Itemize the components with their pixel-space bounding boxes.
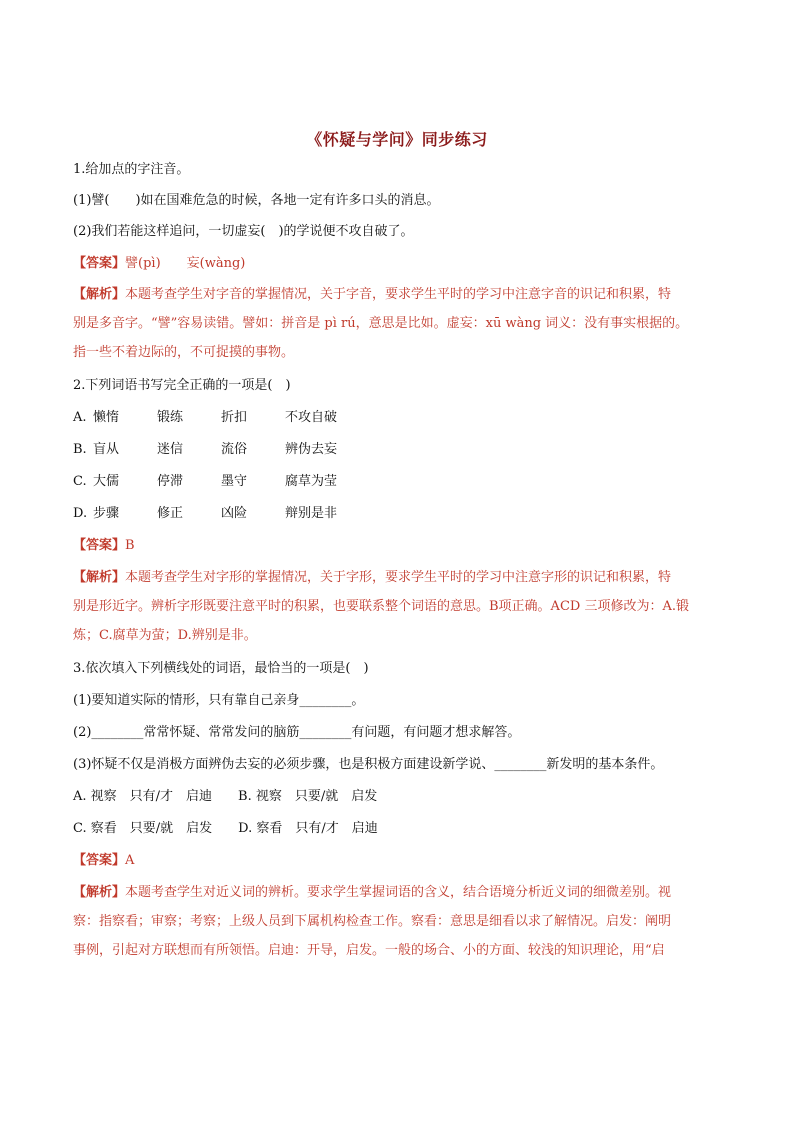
option-word: 辩别是非 — [285, 506, 338, 521]
q3-answer — [73, 851, 134, 871]
option-word: 辨伪去妄 — [285, 442, 338, 457]
option-label: C. — [73, 474, 87, 489]
q3-analysis-line-1 — [73, 883, 671, 903]
q1-sentence-1: (1)譬( )如在国难危急的时候，各地一定有许多口头的消息。 — [73, 193, 440, 208]
q2-analysis-line-2: 别是形近字。辨析字形既要注意平时的积累，也要联系整个词语的意思。B项正确。ACD 三项修改为：A.锻 — [73, 599, 689, 614]
answer-text: A — [125, 853, 135, 868]
option-word: 盲从 — [93, 442, 120, 457]
q1-sentence-2: (2)我们若能这样追问，一切虚妄( )的学说便不攻自破了。 — [73, 224, 414, 239]
option-word: 步骤 — [93, 506, 120, 521]
analysis-tag: 【解析】 — [73, 570, 126, 585]
answer-text: B — [125, 538, 135, 553]
option-label: A. — [73, 410, 87, 425]
analysis-text: 本题考查学生对字音的掌握情况，关于字音，要求学生平时的学习中注意字音的识记和积累，特 — [125, 287, 672, 302]
option-word: 修正 — [157, 506, 184, 521]
option-label: B. — [73, 442, 87, 457]
q3-options-ab: A. 视察 只有/才 启迪 B. 视察 只要/就 启发 — [73, 789, 378, 804]
q3-sentence-1: (1)要知道实际的情形，只有靠自己亲身________。 — [73, 693, 365, 708]
q1-analysis-line-3: 指一些不着边际的，不可捉摸的事物。 — [73, 345, 295, 360]
option-word: 停滞 — [157, 474, 184, 489]
option-word: 凶险 — [221, 506, 248, 521]
page-title: 《怀疑与学问》同步练习 — [306, 130, 488, 149]
q3-sentence-3: (3)怀疑不仅是消极方面辨伪去妄的必须步骤，也是积极方面建设新学说、________新发明的基本条件。 — [73, 757, 664, 772]
q2-answer — [73, 536, 135, 556]
q2-stem: 2.下列词语书写完全正确的一项是( ) — [73, 378, 291, 393]
q1-stem: 1.给加点的字注音。 — [73, 162, 190, 177]
q2-option-a — [73, 408, 349, 428]
option-label: D. — [73, 506, 88, 521]
answer-tag: 【答案】 — [73, 853, 126, 868]
option-word: 腐草为莹 — [285, 474, 338, 489]
q2-option-d — [73, 504, 349, 524]
q3-sentence-2: (2)________常常怀疑、常常发问的脑筋________有问题，有问题才想求解答。 — [73, 725, 521, 740]
option-word: 墨守 — [221, 474, 248, 489]
q1-analysis-line-2: 别是多音字。“譬”容易读错。譬如：拼音是 pì rú，意思是比如。虚妄：xū wàng 词义：没有事实根据的。 — [73, 316, 689, 331]
analysis-text: 本题考查学生对字形的掌握情况，关于字形，要求学生平时的学习中注意字形的识记和积累，特 — [125, 570, 672, 585]
option-word: 折扣 — [221, 410, 248, 425]
q2-option-c — [73, 472, 349, 492]
option-word: 流俗 — [221, 442, 248, 457]
q1-answer — [73, 254, 245, 274]
q1-analysis-line-1 — [73, 285, 671, 305]
option-word: 懒惰 — [93, 410, 120, 425]
analysis-text: 本题考查学生对近义词的辨析。要求学生掌握词语的含义，结合语境分析近义词的细微差别。视 — [125, 885, 672, 900]
option-word: 不攻自破 — [285, 410, 338, 425]
option-word: 锻练 — [157, 410, 184, 425]
analysis-tag: 【解析】 — [73, 885, 126, 900]
answer-tag: 【答案】 — [73, 256, 126, 271]
q3-analysis-line-2: 察：指察看；审察；考察；上级人员到下属机构检查工作。察看：意思是细看以求了解情况。启发：阐明 — [73, 914, 672, 929]
q2-analysis-line-1 — [73, 568, 671, 588]
q3-analysis-line-3: 事例，引起对方联想而有所领悟。启迪：开导，启发。一般的场合、小的方面、较浅的知识理论，用“启 — [73, 943, 665, 958]
q3-stem: 3.依次填入下列横线处的词语，最恰当的一项是( ) — [73, 661, 369, 676]
option-word: 迷信 — [157, 442, 184, 457]
analysis-tag: 【解析】 — [73, 287, 126, 302]
q2-option-b — [73, 440, 349, 460]
q3-options-cd: C. 察看 只要/就 启发 D. 察看 只有/才 启迪 — [73, 821, 378, 836]
answer-text: 譬(pì) 妄(wàng) — [125, 256, 246, 271]
answer-tag: 【答案】 — [73, 538, 126, 553]
q2-analysis-line-3: 炼；C.腐草为萤；D.辨别是非。 — [73, 628, 257, 643]
option-word: 大儒 — [93, 474, 120, 489]
